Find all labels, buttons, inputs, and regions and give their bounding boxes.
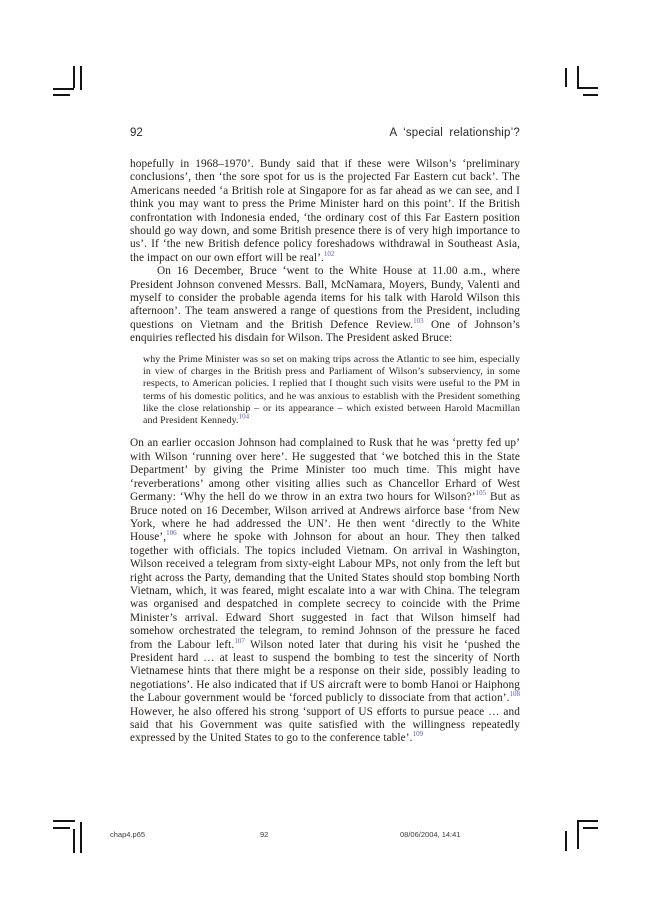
body-text [130, 158, 520, 746]
footnote-ref-105: 105 [475, 489, 487, 498]
text-run: One of Johnson’s enquiries reflected his disdain for Wilson. The President asked Bruce: [130, 318, 520, 345]
text-run: However, he also offered his strong ‘support of US efforts to pursue peace … and said that his Government was quite satisfied with the willingness repeatedly expressed by the United States to go to the conference table’. [130, 705, 520, 745]
footnote-ref-102: 102 [323, 250, 335, 259]
text-run: But as Bruce noted on 16 December, Wilson arrived at Andrews airforce base ‘from New York, where he had addressed the UN’. He then went ‘directly to the White House’, [130, 491, 520, 544]
paragraph-2 [130, 265, 520, 345]
footnote-ref-108: 108 [509, 690, 520, 699]
page-text-block [130, 127, 520, 746]
footer-page-number: 92 [260, 830, 269, 839]
footnote-ref-107: 107 [234, 636, 245, 645]
text-run: Wilson noted later that during his visit he ‘pushed the President hard … at least to suspend the bombing to test the sincerity of North Vietnamese hints that there might be a response on their side, possibly leading to negotiations’. He also indicated that if US aircraft were to bomb Hanoi or Haiphong the Labour government would be ‘forced publicly to dissociate from that action’. [130, 638, 520, 705]
footer-timestamp: 08/06/2004, 14:41 [400, 830, 461, 839]
text-run: On an earlier occasion Johnson had complained to Rusk that he was ‘pretty fed up’ with Wilson ‘running over here’. He suggested that ‘we botched this in the State Department’ by giving the Prime Minister too much time. This might have ‘reverberations’ among other visiting allies such as Chancellor Erhard of West Germany: ‘Why the hell do we throw in an extra two hours for Wilson?’ [130, 437, 520, 504]
footnote-ref-103: 103 [413, 317, 424, 326]
text-run: why the Prime Minister was so set on making trips across the Atlantic to see him, especially in view of charges in the British press and Parliament of Wilson’s subserviency, in some respects, to American policies. I replied that I thought such visits were useful to the PM in terms of his domestic politics, and he was anxious to establish with the President something like the close relationship – or its appearance – which existed between Harold Macmillan and President Kennedy. [143, 353, 520, 427]
footnote-ref-106: 106 [166, 529, 177, 538]
footnote-ref-109: 109 [412, 730, 424, 739]
header-page-number: 92 [130, 127, 143, 139]
text-run: On 16 December, Bruce ‘went to the White House at 11.00 a.m., where President Johnson convened Messrs. Ball, McNamara, Moyers, Bundy, Valenti and myself to consider the probable agenda items for his talk with Harold Wilson this afternoon’. The team answered a range of questions from the President, including questions on Vietnam and the British Defence Review. [130, 265, 520, 331]
header-running-title: A ‘special relationship’? [389, 127, 520, 139]
footer-file-name: chap4.p65 [110, 830, 146, 839]
text-run: where he spoke with Johnson for about an hour. They then talked together with officials. The topics included Vietnam. On arrival in Washington, Wilson received a telegram from sixty-eight Labour MPs, not only from the left but right across the Party, demanding that the United States should stop bombing North Vietnam, which, it was feared, might escalate into a war with China. The telegram was organised and despatched in complete secrecy to coincide with the Prime Minister’s arrival. Edward Short suggested in fact that Wilson himself had somehow orchestrated the telegram, to remind Johnson of the pressure he faced from the Labour left. [130, 531, 520, 651]
running-head [130, 127, 520, 139]
block-quote [143, 354, 520, 428]
paragraph-1 [130, 158, 520, 265]
text-run: hopefully in 1968–1970’. Bundy said that if these were Wilson’s ‘preliminary conclusions’, then ‘the sore spot for us is the projected Far Eastern cut back’. The Americans needed ‘a British role at Singapore for as far ahead as we can see, and I think you may want to press the Prime Minister hard on this point’. If the British confrontation with Indonesia ended, ‘the ordinary cost of this Far Eastern position should go way down, and some British presence there is of very high importance to us’. If ‘the new British defence policy foreshadows withdrawal in Southeast Asia, the impact on our own effort will be real’. [130, 158, 520, 264]
footnote-ref-104: 104 [238, 412, 250, 421]
paragraph-3 [130, 437, 520, 745]
